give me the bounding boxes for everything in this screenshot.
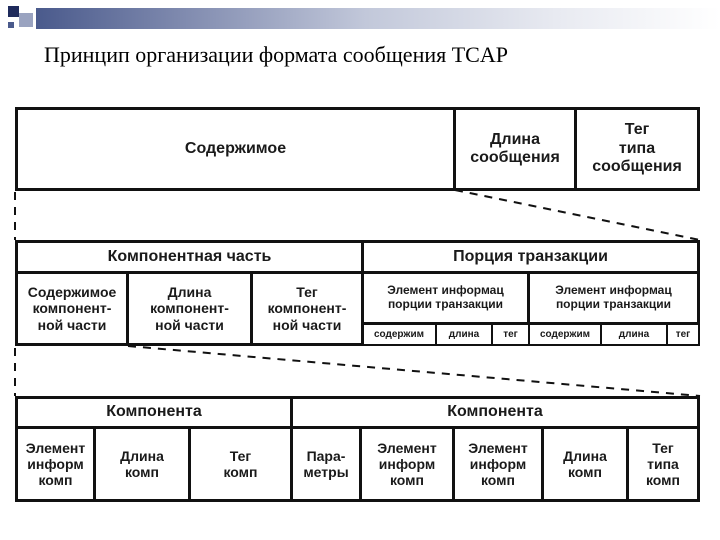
component-part-length-cell: Длина компонент- ной части [126,271,253,346]
component-2-info-element-2: Элемент информ комп [452,426,544,502]
message-content-box: Содержимое [15,107,456,191]
component-2-info-element-1: Элемент информ комп [359,426,455,502]
message-type-tag-box: Тег типа сообщения [574,107,700,191]
transaction-element-2-label: Элемент информац порции транзакции [527,271,700,325]
component-1-info-element: Элемент информ комп [15,426,96,502]
component-1-length: Длина комп [93,426,191,502]
transaction-element-1-tag: тег [491,323,530,346]
transaction-element-1-content: содержим [361,323,437,346]
dashed-diagonal-connector-2 [128,346,700,396]
component-1-header: Компонента [15,396,293,429]
slide-title: Принцип организации формата сообщения TCAP [44,42,508,67]
component-2-parameters: Пара- метры [290,426,362,502]
transaction-element-2-tag: тег [666,323,700,346]
transaction-portion-header: Порция транзакции [361,240,700,274]
component-2-header: Компонента [290,396,700,429]
component-part-tag-cell: Тег компонент- ной части [250,271,364,346]
transaction-element-2-length: длина [600,323,668,346]
dashed-diagonal-connector-1 [455,190,700,240]
message-length-box: Длина сообщения [453,107,577,191]
transaction-element-1-length: длина [435,323,493,346]
component-2-type-tag: Тег типа комп [626,426,700,502]
transaction-element-2-content: содержим [528,323,602,346]
component-part-content-cell: Содержимое компонент- ной части [15,271,129,346]
component-2-length: Длина комп [541,426,629,502]
transaction-element-1-label: Элемент информац порции транзакции [361,271,530,325]
component-1-tag: Тег комп [188,426,293,502]
component-part-header: Компонентная часть [15,240,364,274]
